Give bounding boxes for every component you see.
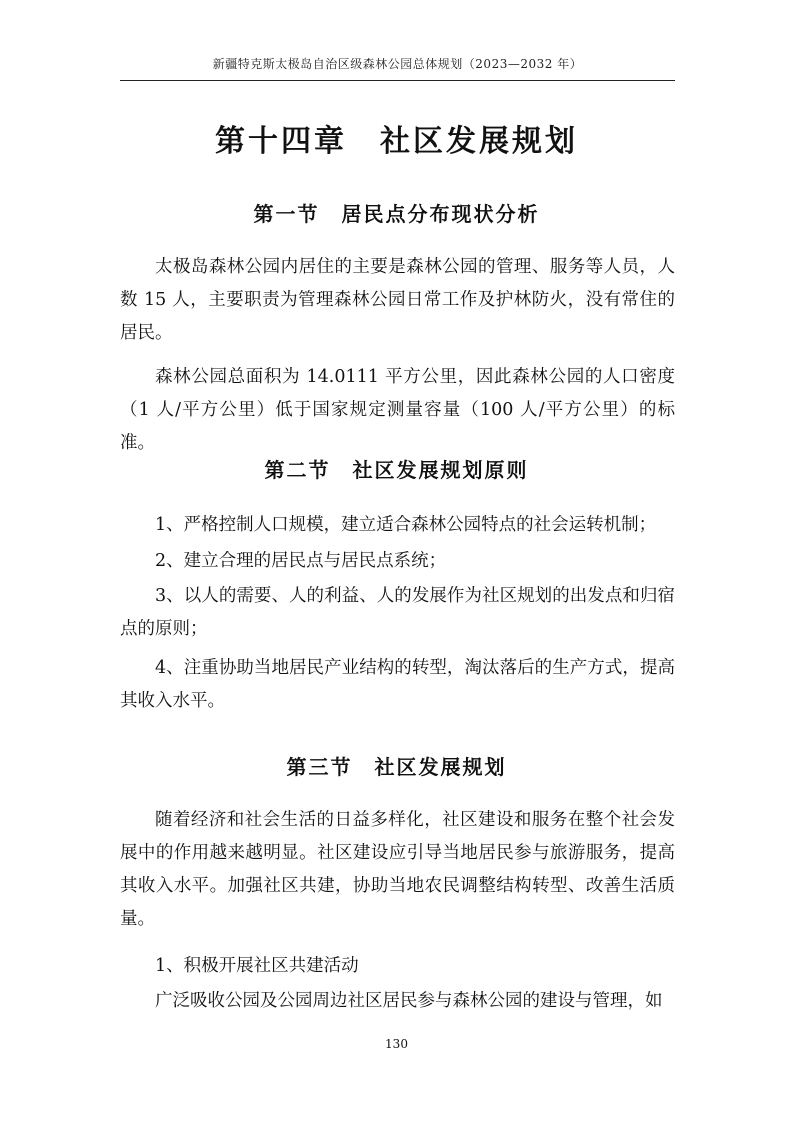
section-title-3: 第三节 社区发展规划 (286, 755, 507, 779)
section-title-1: 第一节 居民点分布现状分析 (253, 202, 540, 226)
principle-item-4: 4、注重协助当地居民产业结构的转型，淘汰落后的生产方式，提高其收入水平。 (120, 658, 675, 711)
section-3-paragraph-1: 随着经济和社会生活的日益多样化，社区建设和服务在整个社会发展中的作用越来越明显。社区建设应引导当地居民参与旅游服务，提高其收入水平。加强社区共建，协助当地农民调整结构转型、改善生活质量。 (120, 810, 675, 929)
running-header: 新疆特克斯太极岛自治区级森林公园总体规划（2023—2032 年） (212, 57, 583, 71)
principle-item-3: 3、以人的需要、人的利益、人的发展作为社区规划的出发点和归宿点的原则； (120, 586, 675, 639)
section-1-paragraph-1: 太极岛森林公园内居住的主要是森林公园的管理、服务等人员，人数 15 人，主要职责为管理森林公园日常工作及护林防火，没有常住的居民。 (120, 257, 675, 343)
section-3-subheading-1: 1、积极开展社区共建活动 (155, 956, 359, 976)
principle-item-2: 2、建立合理的居民点与居民点系统； (155, 551, 447, 571)
principle-item-1: 1、严格控制人口规模，建立适合森林公园特点的社会运转机制； (155, 515, 657, 535)
section-3-paragraph-2: 广泛吸收公园及公园周边社区居民参与森林公园的建设与管理，如 (155, 991, 663, 1011)
chapter-title: 第十四章 社区发展规划 (215, 124, 578, 159)
page-number: 130 (385, 1037, 408, 1051)
section-title-2: 第二节 社区发展规划原则 (264, 458, 529, 482)
section-1-paragraph-2: 森林公园总面积为 14.0111 平方公里，因此森林公园的人口密度（1 人/平方公里）低于国家规定测量容量（100 人/平方公里）的标准。 (120, 367, 675, 453)
header-rule (120, 80, 675, 81)
